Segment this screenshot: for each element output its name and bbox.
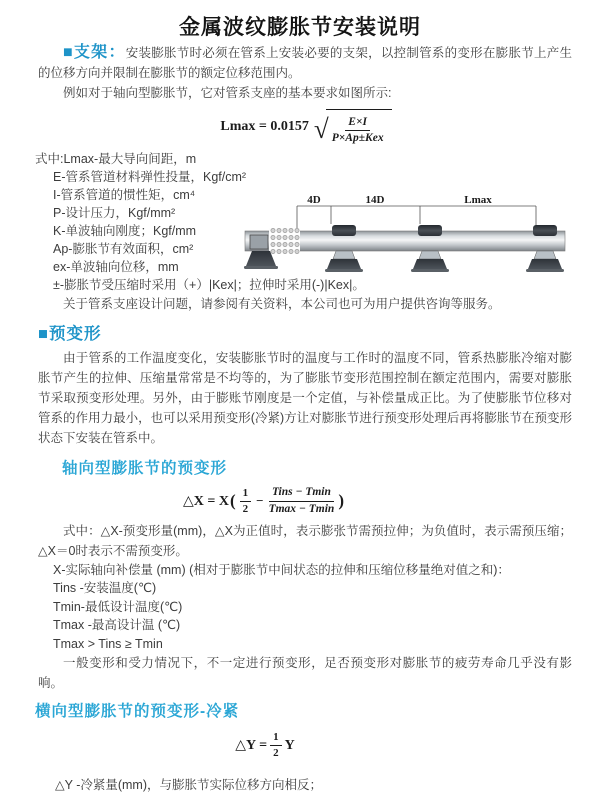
parameter-item: P-设计压力，Kgf/mm² xyxy=(53,206,176,221)
parameter-item: K-单波轴向刚度；Kgf/mm xyxy=(53,224,197,239)
left-paren: ( xyxy=(229,491,236,511)
predeform-paragraph: 由于管系的工作温度变化，安装膨胀节时的温度与工作时的温度不同，管系热膨胀冷缩对膨胀节产生的拉伸、压缩量常常是不均等的，为了膨胀节变形范围控制在额定范围内，需要对膨胀节采取预变形处理。另外，由于膨账节刚度是一个定值，与补偿量成正比。为了使膨胀节位移对管系的作用力最小，也可以采用预变形(冷紧)方让对膨胀节进行预变形处理后再将膨胀节在预变形状态下安装在管系中。 xyxy=(38,351,572,446)
one-half-fraction xyxy=(270,731,282,759)
support-paragraph xyxy=(38,43,572,83)
formula-lmax-lhs: Lmax = 0.0157 xyxy=(220,119,309,135)
support-note: 关于管系支座设计问题，请参阅有关资料，本公司也可为用户提供咨询等服务。 xyxy=(63,297,501,312)
fraction-numerator: Tins − Tmin xyxy=(269,486,334,501)
formula-lmax-fraction xyxy=(332,116,384,145)
section-square-marker: ■ xyxy=(38,325,49,344)
bellows-icon xyxy=(269,228,300,254)
parameter-intro: 式中:Lmax-最大导向间距，m xyxy=(35,152,197,167)
minus-sign: − xyxy=(256,493,264,509)
definition-line: Tins -安装温度(℃) xyxy=(53,581,157,596)
formula-axial-lhs: △X = X xyxy=(183,493,229,509)
dim-label-14d: 14D xyxy=(365,194,385,206)
right-paren: ) xyxy=(338,491,344,511)
sqrt-symbol: √ xyxy=(313,113,329,144)
formula-lmax xyxy=(0,109,600,145)
definition-line: Tmax > Tins ≥ Tmin xyxy=(53,636,163,651)
parameter-item: ex-单波轴向位移，mm xyxy=(53,260,179,275)
support-spacing-diagram xyxy=(243,192,573,280)
formula-lateral-lhs: △Y = xyxy=(235,738,268,754)
fraction-denominator: Tmax − Tmin xyxy=(268,502,335,515)
one-half-fraction xyxy=(240,487,252,515)
support-paragraph-text: 安装膨胀节时必须在管系上安装必要的支架，以控制管系的变形在膨胀节上产生的位移方向并限制在膨胀节的额定位移范围内。 xyxy=(38,46,572,80)
formula-lateral-rhs: Y xyxy=(284,737,295,753)
dim-label-4d: 4D xyxy=(307,194,321,206)
lateral-note: △Y -冷紧量(mm)，与膨胀节实际位移方向相反； xyxy=(55,777,323,792)
fraction-denominator: 2 xyxy=(242,502,249,515)
support-section-label: 支架： xyxy=(73,44,126,61)
fraction-numerator: 1 xyxy=(240,487,252,502)
axial-definition-list xyxy=(53,561,600,654)
definition-line: Tmin-最低设计温度(℃) xyxy=(53,599,183,614)
fraction-numerator: E×I xyxy=(345,116,370,131)
parameter-item: I-管系管道的惯性矩，cm⁴ xyxy=(53,188,196,203)
dim-label-lmax: Lmax xyxy=(464,194,492,206)
predeform-section-header xyxy=(38,323,600,345)
page-title: 金属波纹膨胀节安装说明 xyxy=(179,16,421,39)
definition-line: Tmax -最高设计温 (℃) xyxy=(53,618,181,633)
lateral-predeform-heading: 横向型膨胀节的预变形-冷紧 xyxy=(35,703,240,721)
parameter-item: Ap-膨胀节有效面积，cm² xyxy=(53,242,194,257)
temperature-fraction xyxy=(269,486,335,515)
axial-predeform-heading: 轴向型膨胀节的预变形 xyxy=(62,460,228,478)
fraction-numerator: 1 xyxy=(270,731,282,746)
predeform-section-label: 预变形 xyxy=(48,325,102,344)
parameter-item: E-管系管道材料弹性投量，Kgf/cm² xyxy=(53,170,247,185)
sqrt-body xyxy=(326,109,392,145)
formula-axial-predeform xyxy=(0,486,600,515)
axial-note: 一般变形和受力情况下，不一定进行预变形，足否预变形对膨胀节的疲劳寿命几乎没有影响。 xyxy=(38,656,572,691)
parameter-item: ±-膨胀节受压缩时采用（+）|Kex|；拉伸时采用(-)|Kex|。 xyxy=(53,278,365,293)
formula-lateral-coldtight xyxy=(0,731,600,759)
fraction-denominator: 2 xyxy=(273,747,279,760)
support-section-header xyxy=(63,44,126,61)
fraction-denominator: P×Ap±Kex xyxy=(331,132,384,145)
axial-explain-paragraph: 式中：△X-预变形量(mm)，△X为正值时，表示膨张节需预拉伸；为负值时，表示需预压缩；△X＝0时表示不需预变形。 xyxy=(38,523,572,558)
section-square-marker: ■ xyxy=(63,44,74,61)
definition-line: X-实际轴向补偿量 (mm) (相对于膨胀节中间状态的拉伸和压缩位移量绝对值之和)： xyxy=(53,562,510,577)
support-example-line: 例如对于轴向型膨胀节，它对管系支座的基本要求如图所示: xyxy=(63,86,392,100)
